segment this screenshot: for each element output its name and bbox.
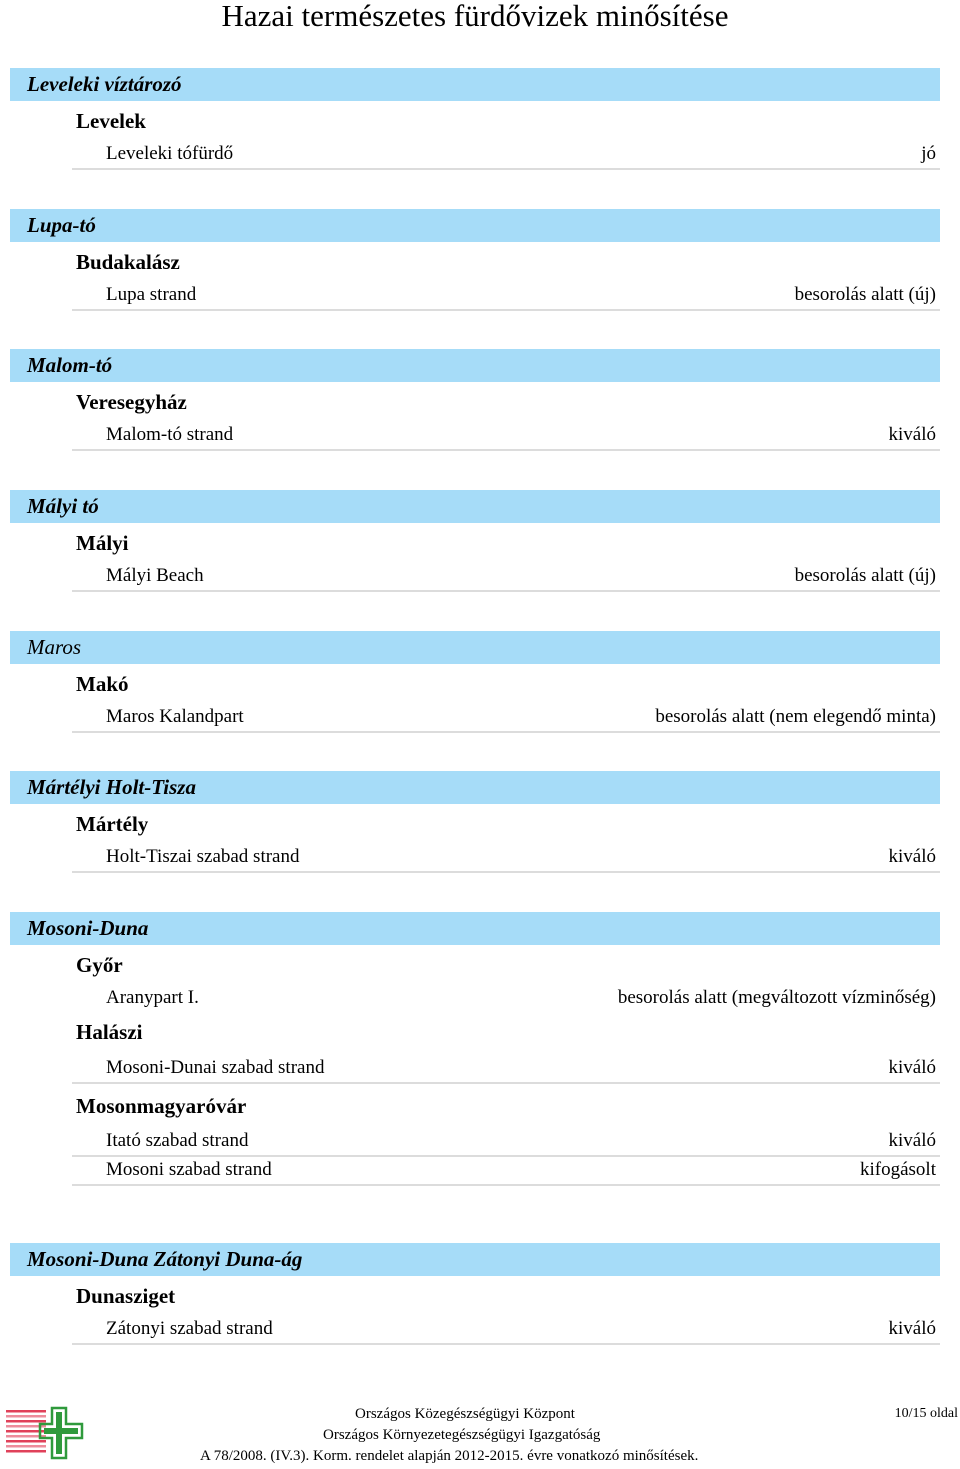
site-rating: besorolás alatt (megváltozott vízminőség) xyxy=(617,987,936,1008)
water-name: Leveleki víztározó xyxy=(10,68,940,101)
site-row xyxy=(72,844,940,873)
site-name: Itató szabad strand xyxy=(106,1130,249,1151)
page-footer xyxy=(0,1400,960,1469)
town-name: Dunasziget xyxy=(76,1284,176,1308)
site-row xyxy=(72,141,940,170)
site-name: Aranypart I. xyxy=(106,987,199,1008)
town-name: Mosonmagyaróvár xyxy=(76,1094,247,1118)
town-name: Mártély xyxy=(76,812,149,836)
site-name: Malom-tó strand xyxy=(106,424,234,445)
town-name: Győr xyxy=(76,953,123,977)
site-name: Maros Kalandpart xyxy=(106,706,244,727)
site-rating: besorolás alatt (új) xyxy=(794,284,936,305)
water-section xyxy=(10,912,940,1186)
water-section xyxy=(10,68,940,170)
water-section xyxy=(10,1243,940,1345)
water-section xyxy=(10,349,940,451)
town-name: Levelek xyxy=(76,109,146,133)
site-rating: jó xyxy=(921,143,936,164)
site-row xyxy=(72,282,940,311)
site-name: Mosoni-Dunai szabad strand xyxy=(106,1057,325,1078)
water-section xyxy=(10,771,940,873)
page-title: Hazai természetes fürdővizek minősítése xyxy=(221,0,729,33)
site-row xyxy=(72,1316,940,1345)
site-rating: kifogásolt xyxy=(860,1159,936,1180)
water-section xyxy=(10,490,940,592)
site-row xyxy=(72,1055,940,1084)
site-name: Lupa strand xyxy=(106,284,197,305)
footer-org-1: Országos Közegészségügyi Központ xyxy=(355,1406,575,1422)
institute-logo-icon xyxy=(4,1406,86,1460)
site-row xyxy=(72,704,940,733)
site-name: Mályi Beach xyxy=(106,565,204,586)
footer-org-2: Országos Környezetegészségügyi Igazgatóság xyxy=(323,1427,601,1443)
town-name: Halászi xyxy=(76,1020,143,1044)
page-number: 10/15 oldal xyxy=(894,1406,958,1421)
town-name: Mályi xyxy=(76,531,129,555)
site-name: Mosoni szabad strand xyxy=(106,1159,272,1180)
site-name: Zátonyi szabad strand xyxy=(106,1318,273,1339)
water-name: Lupa-tó xyxy=(10,209,940,242)
footer-legal: A 78/2008. (IV.3). Korm. rendelet alapján 2012-2015. évre vonatkozó minősítések. xyxy=(200,1448,699,1464)
water-name: Maros xyxy=(10,631,940,664)
town-name: Veresegyház xyxy=(76,390,187,414)
site-rating: besorolás alatt (új) xyxy=(794,565,936,586)
water-name: Mosoni-Duna Zátonyi Duna-ág xyxy=(10,1243,940,1276)
site-rating: besorolás alatt (nem elegendő minta) xyxy=(655,706,936,727)
site-rating: kiváló xyxy=(888,846,936,867)
water-name: Malom-tó xyxy=(10,349,940,382)
water-section xyxy=(10,631,940,733)
site-name: Holt-Tiszai szabad strand xyxy=(106,846,300,867)
water-name: Mártélyi Holt-Tisza xyxy=(10,771,940,804)
water-name: Mályi tó xyxy=(10,490,940,523)
water-section xyxy=(10,209,940,311)
town-name: Makó xyxy=(76,672,129,696)
site-rating: kiváló xyxy=(888,1130,936,1151)
site-row xyxy=(72,1157,940,1186)
site-rating: kiváló xyxy=(888,1318,936,1339)
site-rating: kiváló xyxy=(888,424,936,445)
water-name: Mosoni-Duna xyxy=(10,912,940,945)
town-name: Budakalász xyxy=(76,250,180,274)
site-row xyxy=(72,1128,940,1157)
site-row xyxy=(72,563,940,592)
site-row xyxy=(72,422,940,451)
site-rating: kiváló xyxy=(888,1057,936,1078)
site-row xyxy=(72,985,940,1014)
site-name: Leveleki tófürdő xyxy=(106,143,234,164)
